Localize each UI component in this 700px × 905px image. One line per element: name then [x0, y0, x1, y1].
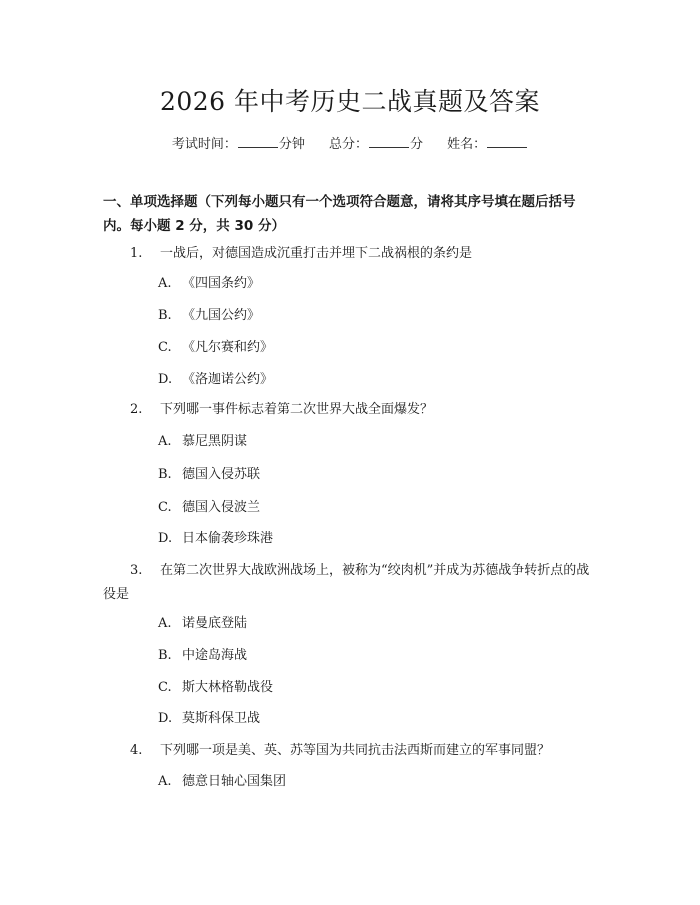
option-letter: B. — [158, 467, 172, 482]
question-1 — [103, 242, 600, 266]
exam-time — [172, 133, 305, 152]
time-label: 考试时间： — [171, 137, 237, 152]
score-label: 总分： — [328, 137, 368, 152]
question-text: 在第二次世界大战欧洲战场上，被称为“绞肉机”并成为苏德战争转折点的战役是 — [103, 563, 590, 602]
score-unit: 分 — [410, 137, 424, 152]
question-text: 下列哪一事件标志着第二次世界大战全面爆发？ — [160, 402, 434, 417]
option-text: 《四国条约》 — [182, 276, 261, 291]
name-label: 姓名： — [447, 137, 487, 152]
option — [158, 370, 273, 390]
page-title: 2026 年中考历史二战真题及答案 — [159, 87, 541, 116]
option-letter: C. — [158, 500, 172, 515]
option-text: 《洛迦诺公约》 — [182, 372, 274, 387]
option — [158, 614, 247, 634]
question-4 — [103, 739, 600, 763]
question-number: 2. — [130, 402, 143, 417]
question-number: 3. — [130, 563, 143, 578]
option-letter: D. — [158, 711, 173, 726]
score-blank — [369, 135, 409, 148]
option-letter: A. — [158, 434, 172, 449]
option-letter: A. — [158, 276, 172, 291]
option — [158, 646, 247, 666]
option-text: 《九国公约》 — [182, 308, 261, 323]
exam-score — [329, 133, 423, 152]
option-letter: D. — [158, 531, 173, 546]
exam-name — [447, 133, 528, 152]
option-text: 德意日轴心国集团 — [182, 774, 287, 789]
question-number: 4. — [130, 743, 143, 758]
option — [158, 432, 247, 452]
section-heading: 一、单项选择题（下列每小题只有一个选项符合题意，请将其序号填在题后括号内。每小题 2 分，共 30 分） — [103, 194, 576, 234]
option-text: 日本偷袭珍珠港 — [182, 531, 274, 546]
time-blank — [238, 135, 278, 148]
option-letter: B. — [158, 648, 172, 663]
option — [158, 274, 260, 294]
option — [158, 678, 273, 698]
option — [158, 529, 273, 549]
option-text: 莫斯科保卫战 — [182, 711, 261, 726]
option-text: 慕尼黑阴谋 — [182, 434, 248, 449]
option-letter: A. — [158, 616, 172, 631]
option-text: 德国入侵波兰 — [182, 500, 261, 515]
option — [158, 465, 260, 485]
name-blank — [487, 135, 527, 148]
exam-meta — [0, 133, 700, 152]
option — [158, 772, 286, 792]
option-text: 德国入侵苏联 — [182, 467, 261, 482]
option-letter: C. — [158, 680, 172, 695]
option — [158, 338, 273, 358]
option — [158, 709, 260, 729]
question-number: 1. — [130, 246, 143, 261]
question-3 — [103, 559, 600, 607]
option — [158, 306, 260, 326]
option — [158, 498, 260, 518]
time-unit: 分钟 — [278, 137, 305, 152]
option-letter: D. — [158, 372, 173, 387]
option-text: 斯大林格勒战役 — [182, 680, 274, 695]
option-letter: C. — [158, 340, 172, 355]
option-letter: A. — [158, 774, 172, 789]
option-text: 诺曼底登陆 — [182, 616, 248, 631]
option-text: 《凡尔赛和约》 — [182, 340, 274, 355]
option-text: 中途岛海战 — [182, 648, 248, 663]
question-text: 下列哪一项是美、英、苏等国为共同抗击法西斯而建立的军事同盟？ — [160, 743, 551, 758]
option-letter: B. — [158, 308, 172, 323]
question-text: 一战后，对德国造成沉重打击并埋下二战祸根的条约是 — [160, 246, 473, 261]
question-2 — [103, 398, 600, 422]
